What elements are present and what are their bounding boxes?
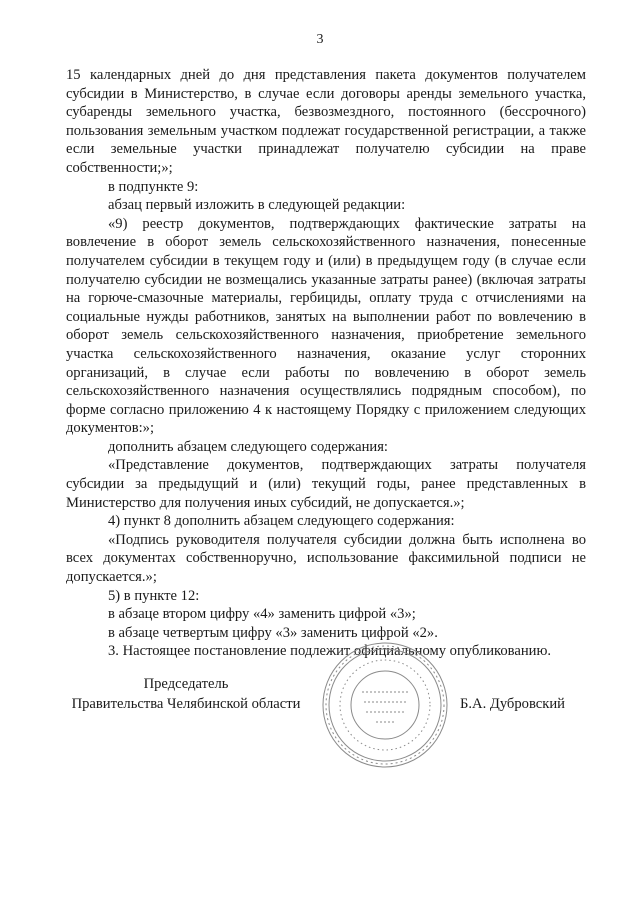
- body-text: [66, 66, 586, 661]
- paragraph: 4) пункт 8 дополнить абзацем следующего содержания:: [108, 513, 455, 530]
- paragraph: 15 календарных дней до дня представления пакета документов получателем субсидии в Министерство, в случае если договоры аренды земельного участка, субаренды земельного участка, безвозмездного, постоянного (бессрочного) пользования земельным участком подлежат государственной регистрации, а также если земельные участки принадлежат получателю субсидии на праве собственности;»;: [66, 67, 586, 176]
- paragraph: «9) реестр документов, подтверждающих фактические затраты на вовлечение в оборот земель сельскохозяйственного назначения, понесенные получателем субсидии в текущем году и (или) в предыдущем году (в случае если получателю субсидии не возмещались указанные затраты ранее) (включая затраты на горюче-смазочные материалы, гербициды, оплату труда с отчислениями на социальные нужды работников, занятых на выполнении работ по вовлечению в оборот земель сельскохозяйственного назначения, приобретение земельного участка сельскохозяйственного назначения, оказание услуг сторонних организаций, в случае если работы по вовлечению в оборот земель сельскохозяйственного назначения осуществлялись подрядным способом), по форме согласно приложению 4 к настоящему Порядку с приложением следующих документов:»;: [66, 215, 586, 437]
- paragraph: 3. Настоящее постановление подлежит официальному опубликованию.: [108, 643, 552, 660]
- paragraph: в абзаце четвертым цифру «3» заменить цифрой «2».: [108, 624, 438, 641]
- seal-middle-text-ring: [340, 660, 430, 750]
- paragraph: абзац первый изложить в следующей редакции:: [108, 197, 406, 214]
- page-number: 3: [316, 32, 324, 47]
- paragraph: в подпункте 9:: [108, 178, 199, 195]
- signatory-title: [66, 674, 306, 714]
- paragraph: «Подпись руководителя получателя субсидии должна быть исполнена во всех документах собственноручно, использование факсимильной подписи не допускается.»;: [66, 531, 586, 586]
- signatory-title-line2: Правительства Челябинской области: [71, 696, 301, 712]
- seal-outer-ring: [323, 643, 447, 767]
- paragraph: в абзаце втором цифру «4» заменить цифрой «3»;: [108, 606, 416, 623]
- signatory-title-line1: Председатель: [143, 676, 229, 692]
- paragraph: «Представление документов, подтверждающих затраты получателя субсидии за предыдущий и (или) текущий годы, ранее представленных в Министерство для получения иных субсидий, не допускается.»;: [66, 457, 586, 511]
- paragraph: 5) в пункте 12:: [108, 587, 200, 604]
- signatory-name: Б.А. Дубровский: [460, 696, 565, 712]
- paragraph: дополнить абзацем следующего содержания:: [108, 438, 388, 455]
- seal-center-ring: [351, 671, 419, 739]
- seal-inner-ring: [329, 649, 441, 761]
- seal-text-ring: [326, 646, 444, 764]
- official-seal: [300, 640, 470, 770]
